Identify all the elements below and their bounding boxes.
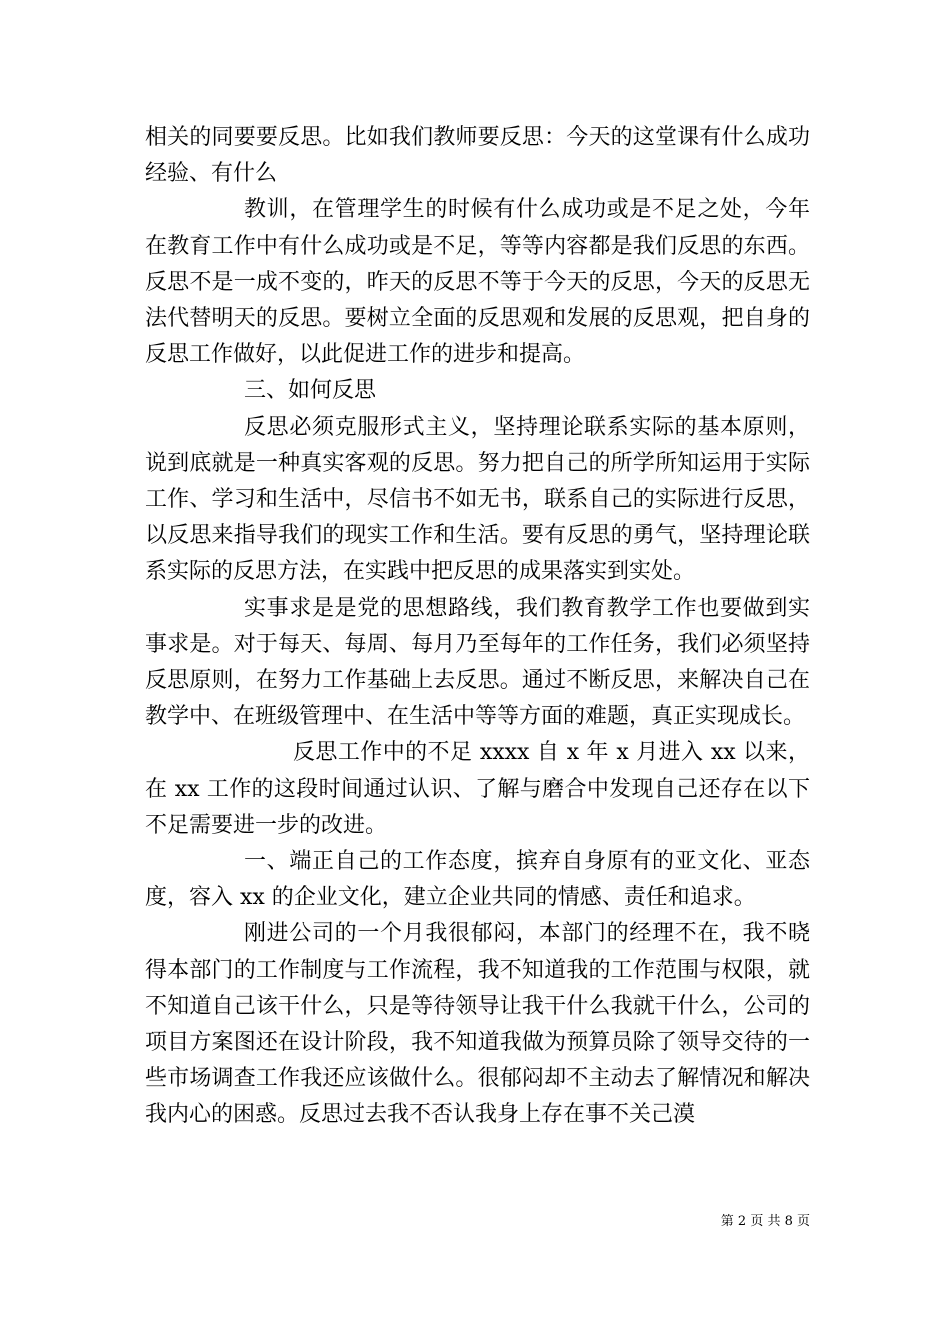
paragraph-2: 教训，在管理学生的时候有什么成功或是不足之处，今年在教育工作中有什么成功或是不足，等等内容都是我们反思的东西。反思不是一成不变的，昨天的反思不等于今天的反思，今天的反思无法代替明天的反思。要树立全面的反思观和发展的反思观，把自身的反思工作做好，以此促进工作的进步和提高。 <box>145 197 810 368</box>
section-heading-how-to-reflect: 三、如何反思 <box>244 378 377 404</box>
section-heading-attitude: 一、端正自己的工作态度，摈弃自身原有的亚文化、亚态度，容入 xx 的企业文化，建立企业共同的情感、责任和追求。 <box>145 849 810 911</box>
page-number: 第 2 页 共 8 页 <box>720 1214 810 1229</box>
document-body <box>145 120 810 1134</box>
paragraph-3: 反思必须克服形式主义，坚持理论联系实际的基本原则，说到底就是一种真实客观的反思。努力把自己的所学所知运用于实际工作、学习和生活中，尽信书不如无书，联系自己的实际进行反思，以反思来指导我们的现实工作和生活。要有反思的勇气，坚持理论联系实际的反思方法，在实践中把反思的成果落实到实处。 <box>145 414 810 585</box>
paragraph-6: 刚进公司的一个月我很郁闷，本部门的经理不在，我不晓得本部门的工作制度与工作流程，我不知道我的工作范围与权限，就不知道自己该干什么，只是等待领导让我干什么我就干什么，公司的项目方案图还在设计阶段，我不知道我做为预算员除了领导交待的一些市场调查工作我还应该做什么。很郁闷却不主动去了解情况和解决我内心的困惑。反思过去我不否认我身上存在事不关己漠 <box>145 921 810 1128</box>
paragraph-5: 反思工作中的不足 xxxx 自 x 年 x 月进入 xx 以来，在 xx 工作的这段时间通过认识、了解与磨合中发现自己还存在以下不足需要进一步的改进。 <box>145 740 810 838</box>
paragraph-4: 实事求是是党的思想路线，我们教育教学工作也要做到实事求是。对于每天、每周、每月乃至每年的工作任务，我们必须坚持反思原则，在努力工作基础上去反思。通过不断反思，来解决自己在教学中、在班级管理中、在生活中等等方面的难题，真正实现成长。 <box>145 595 810 730</box>
paragraph-1: 相关的同要要反思。比如我们教师要反思：今天的这堂课有什么成功经验、有什么 <box>145 125 810 187</box>
